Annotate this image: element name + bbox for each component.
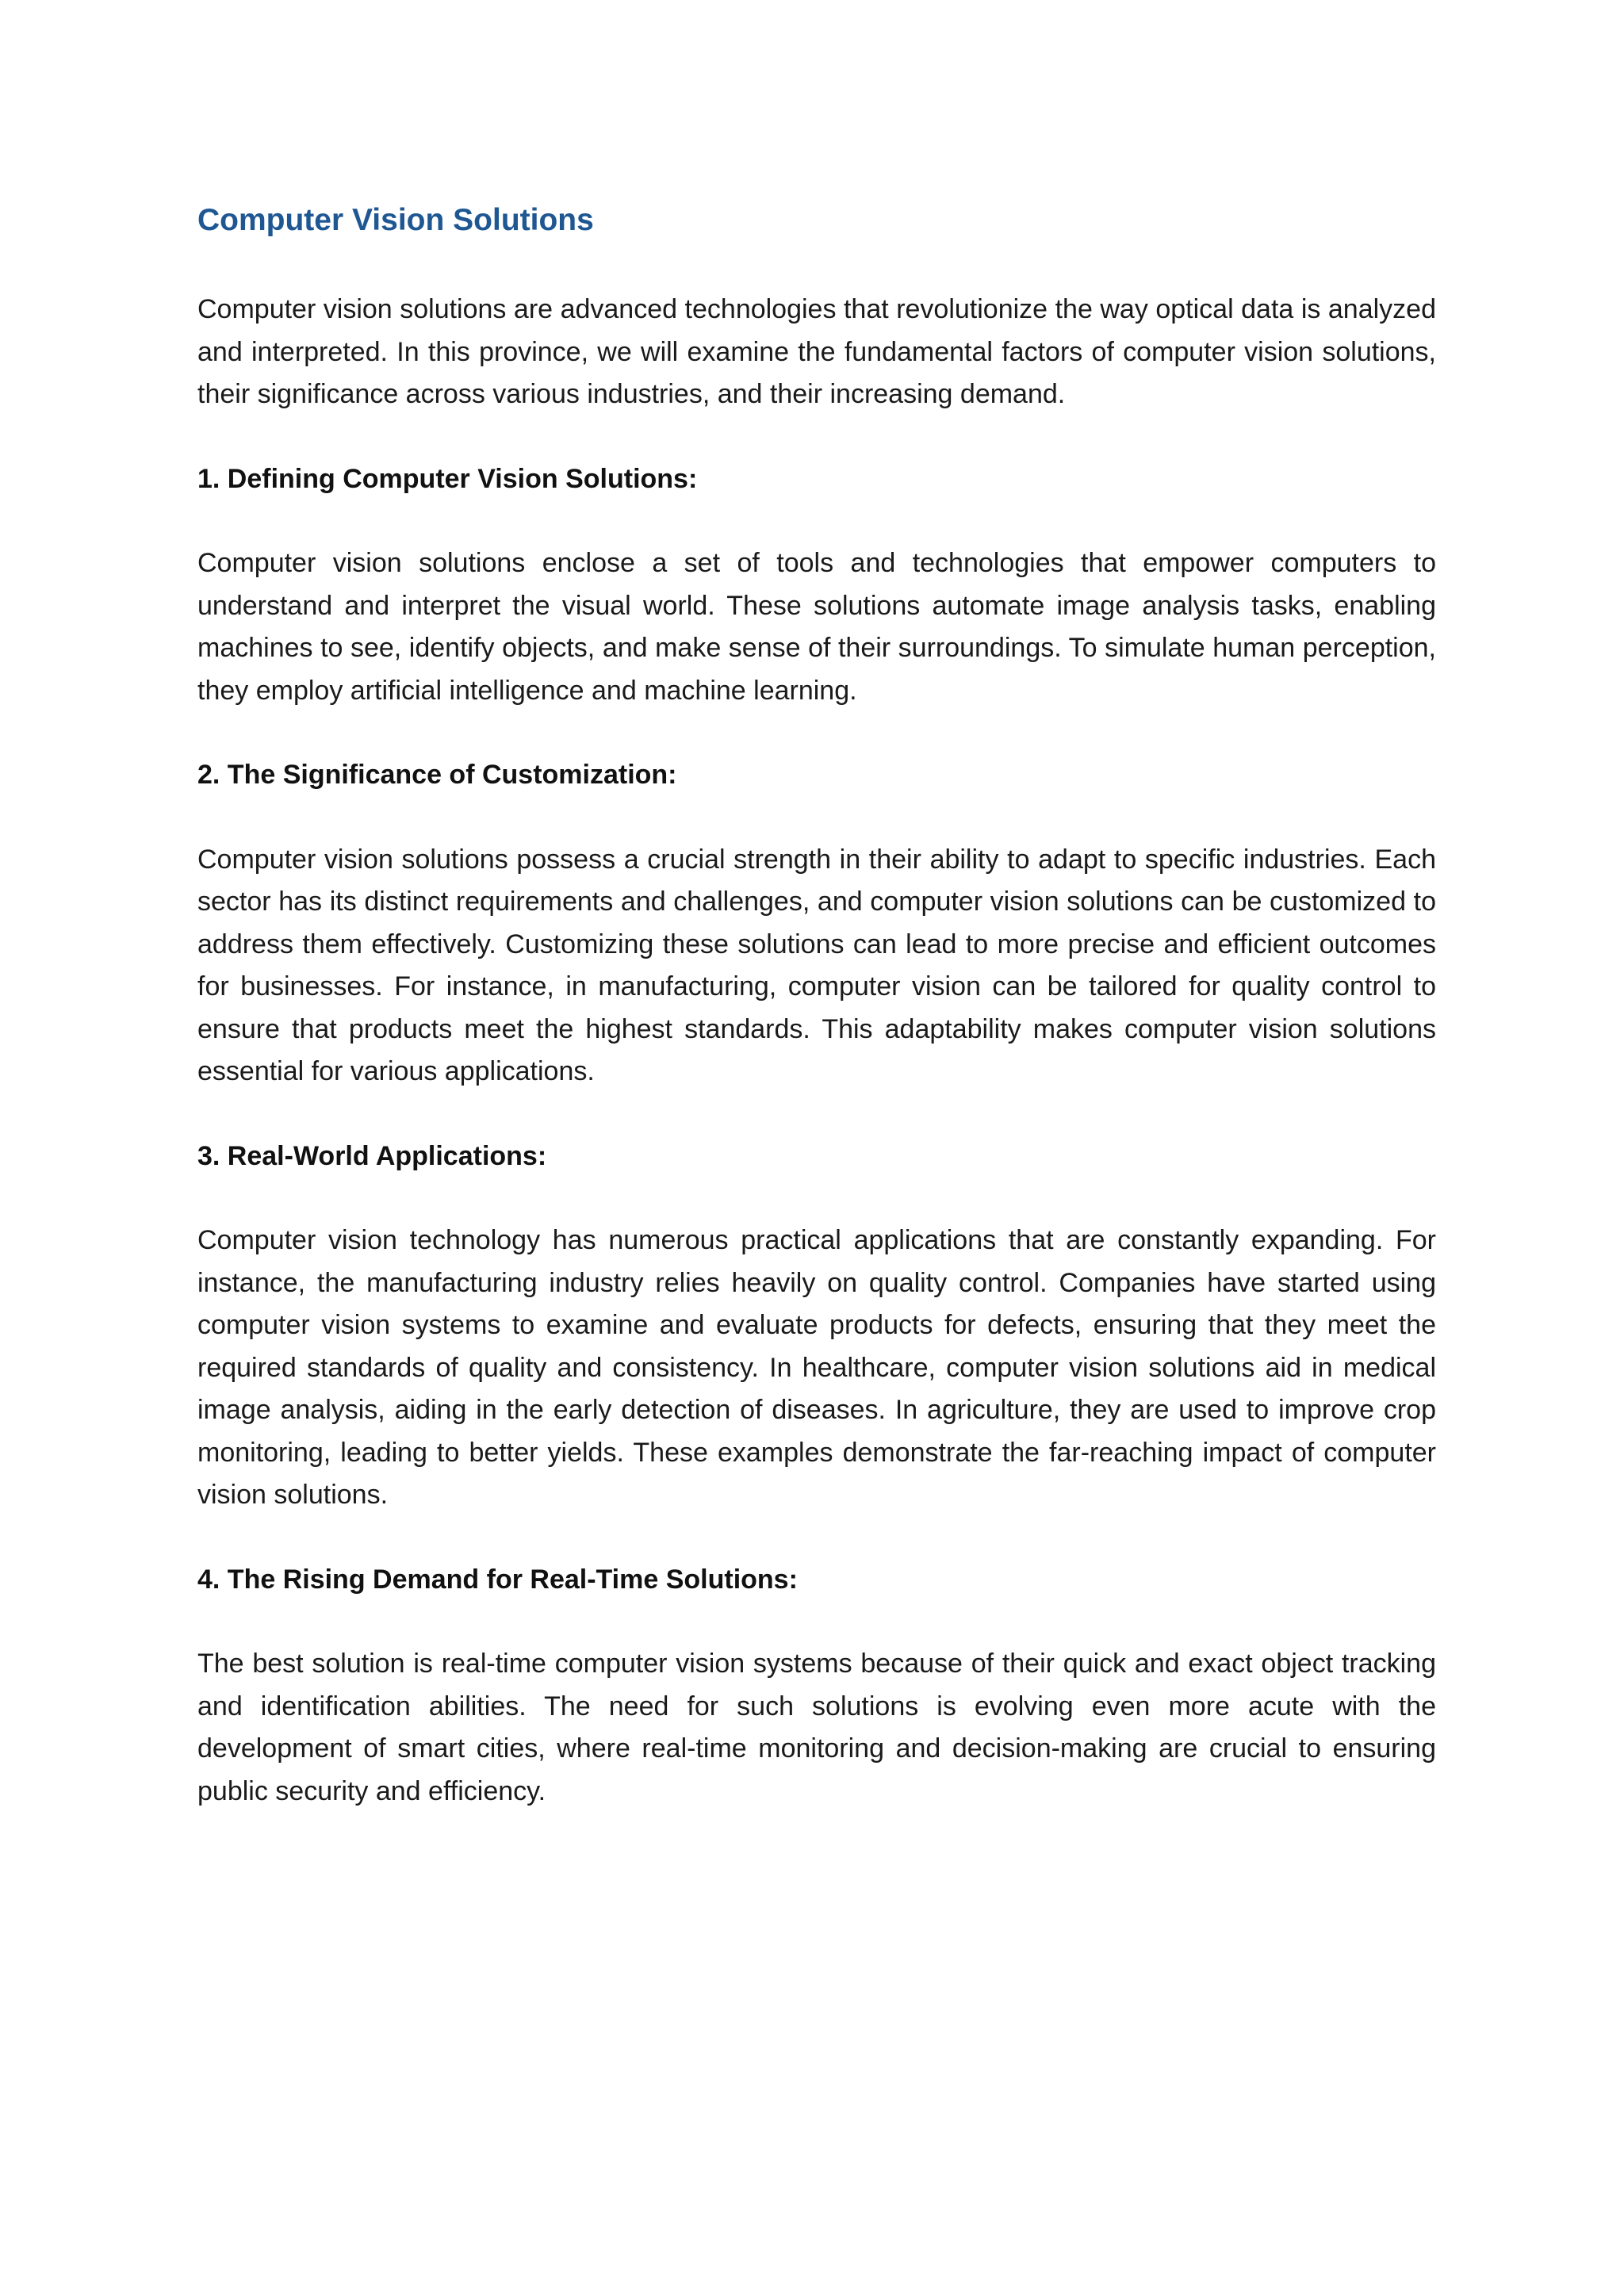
intro-paragraph: Computer vision solutions are advanced technologies that revolutionize the way optical data is analyzed and interpreted. In this province, we will examine the fundamental factors of computer vision solutions, their significance across various industries, and their increasing demand.: [197, 294, 1436, 409]
section-heading-defining: 1. Defining Computer Vision Solutions:: [197, 463, 698, 494]
section-heading-real-time: 4. The Rising Demand for Real-Time Solutions:: [197, 1564, 798, 1595]
document-content: [197, 198, 1436, 1855]
page-title: Computer Vision Solutions: [197, 203, 594, 237]
section-heading-customization: 2. The Significance of Customization:: [197, 760, 677, 790]
section-body-customization: Computer vision solutions possess a crucial strength in their ability to adapt to specific industries. Each sector has its distinct requirements and challenges, and computer vision solutions can be customized to address them effectively. Customizing these solutions can lead to more precise and efficient outcomes for businesses. For instance, in manufacturing, computer vision can be tailored for quality control to ensure that products meet the highest standards. This adaptability makes computer vision solutions essential for various applications.: [197, 844, 1436, 1086]
section-heading-applications: 3. Real-World Applications:: [197, 1140, 547, 1171]
section-body-real-time: The best solution is real-time computer vision systems because of their quick and exact object tracking and identification abilities. The need for such solutions is evolving even more acute with the development of smart cities, where real-time monitoring and decision-making are crucial to ensuring public security and efficiency.: [197, 1649, 1436, 1806]
section-body-defining: Computer vision solutions enclose a set of tools and technologies that empower computers to understand and interpret the visual world. These solutions automate image analysis tasks, enabling machines to see, identify objects, and make sense of their surroundings. To simulate human perception, they employ artificial intelligence and machine learning.: [197, 548, 1436, 706]
section-body-applications: Computer vision technology has numerous practical applications that are constantly expanding. For instance, the manufacturing industry relies heavily on quality control. Companies have started using computer vision systems to examine and evaluate products for defects, ensuring that they meet the required standards of quality and consistency. In healthcare, computer vision solutions aid in medical image analysis, aiding in the early detection of diseases. In agriculture, they are used to improve crop monitoring, leading to better yields. These examples demonstrate the far-reaching impact of computer vision solutions.: [197, 1225, 1436, 1510]
